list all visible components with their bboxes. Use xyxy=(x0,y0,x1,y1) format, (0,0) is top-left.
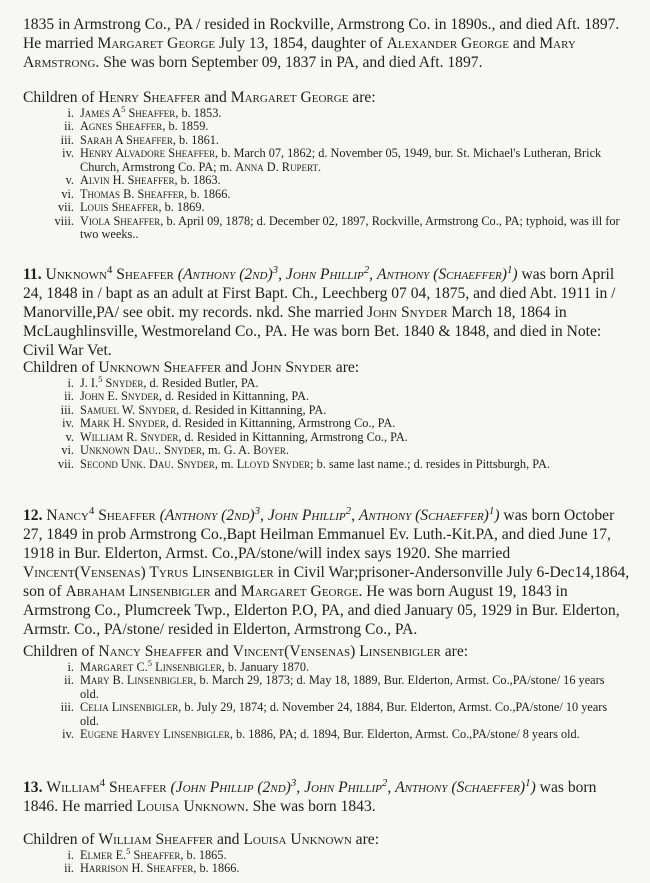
spouse-name: Louisa Unknown xyxy=(136,798,245,815)
list-item: i. J. I.$^5$ Snyder, d. Resided Butler, PA. xyxy=(67,373,259,390)
list-item: vii. Second Unk. Dau. Snyder, m. Lloyd Snyder; b. same last name.; d. resides in Pittsburgh, PA. xyxy=(57,456,550,471)
list-item: iv. Eugene Harvey Linsenbigler, b. 1886, PA; d. 1894, Bur. Elderton, Armst. Co.,PA/stone/ 8 years old. xyxy=(62,727,580,742)
lineage: (Anthony $(2nd)^3$, John Phillip$^2$, Anthony (Schaeffer)$^1$) xyxy=(177,263,518,283)
lineage: (Anthony $(2nd)^3$, John Phillip$^2$, Anthony (Schaeffer)$^1$) xyxy=(159,504,500,524)
children-heading: Children of Unknown Sheaffer and John Snyder are: xyxy=(23,359,360,376)
person-name: Margaret George xyxy=(97,35,216,52)
person-name: Nancy xyxy=(46,507,89,524)
entry-number: 13. xyxy=(23,779,43,796)
entry-13: 13. William$^4$ Sheaffer (John Phillip $(2nd)^3$, John Phillip$^2$, Anthony (Schaeffer)$^1$) was born 1846. He married Louisa Unknown. She was born 1843. xyxy=(23,776,597,815)
children-heading: Children of Henry Sheaffer and Margaret George are: xyxy=(23,89,376,106)
list-item: v. Alvin H. Sheaffer, b. 1863. xyxy=(65,173,221,188)
list-item: ii. Agnes Sheaffer, b. 1859. xyxy=(64,119,209,134)
entry-number: 12. xyxy=(23,507,43,524)
entry-12: 12. Nancy$^4$ Sheaffer (Anthony $(2nd)^3$, John Phillip$^2$, Anthony (Schaeffer)$^1$) was born October 27, 1849 in prob Armstrong Co.,Bapt Heilman Emmanuel Ev. Luth.-Kit.PA, and died June 17, 1918 in Bur. Elderton, Armst. Co.,PA/stone/will index says 1920. She married Vincent(Vensenas) Tyrus Linsenbigler in Civil War;prisoner-Andersonville July 6-Dec14,1864, son of Abraham Linsenbigler and Margaret George. He was born August 19, 1843 in Armstrong Co., Plumcreek Twp., Elderton P.O, PA, and died January 05, 1929 in Bur. Elderton, Armstr. Co., PA/stone/ resided in Elderton, Armstrong Co., PA. xyxy=(23,504,630,638)
children-list xyxy=(0,373,640,471)
list-item: viii. Viola Sheaffer, b. April 09, 1878; d. December 02, 1897, Rockville, Armstrong Co., PA; typhoid, was ill for two weeks.. xyxy=(54,213,620,241)
list-item: ii. John E. Snyder, d. Resided in Kittanning, PA. xyxy=(64,389,310,404)
list-item: ii. Mary B. Linsenbigler, b. March 29, 1873; d. May 18, 1889, Bur. Elderton, Armst. Co.,PA/stone/ 16 years old. xyxy=(64,673,605,701)
person-name: Unknown xyxy=(45,266,107,283)
list-item: i. James $A^5$ Sheaffer, b. 1853. xyxy=(67,103,222,120)
list-item: vii. Louis Sheaffer, b. 1869. xyxy=(57,200,205,215)
list-item: i. Margaret C.$^5$ Linsenbigler, b. January 1870. xyxy=(67,657,310,674)
list-item: vi. Unknown Dau.. Snyder, m. G. A. Boyer. xyxy=(61,443,289,458)
children-list xyxy=(0,103,640,241)
intro-paragraph: 1835 in Armstrong Co., PA / resided in Rockville, Armstrong Co. in 1890s., and died Aft. 1897. He married Margaret George July 13, 1854, daughter of Alexander George and Mary Armstrong. She was born September 09, 1837 in PA, and died Aft. 1897. xyxy=(23,16,620,71)
children-list xyxy=(0,657,640,742)
list-item: v. William R. Snyder, d. Resided in Kittanning, Armstrong Co., PA. xyxy=(65,429,408,444)
list-item: iv. Mark H. Snyder, d. Resided in Kittanning, Armstrong Co., PA. xyxy=(62,416,396,431)
children-heading: Children of Nancy Sheaffer and Vincent(Vensenas) Linsenbigler are: xyxy=(23,643,469,660)
person-name: William xyxy=(46,779,100,796)
spouse-name: John Snyder xyxy=(367,304,448,321)
list-item: iii. Samuel W. Snyder, d. Resided in Kittanning, PA. xyxy=(60,402,327,417)
children-list xyxy=(0,845,640,876)
lineage: (John Phillip $(2nd)^3$, John Phillip$^2$, Anthony (Schaeffer)$^1$) xyxy=(170,776,536,796)
entry-number: 11. xyxy=(23,266,42,283)
person-name: Abraham Linsenbigler xyxy=(65,583,211,600)
list-item: iii. Celia Linsenbigler, b. July 29, 1874; d. November 24, 1884, Bur. Elderton, Armst. Co.,PA/stone/ 10 years old. xyxy=(60,700,608,728)
list-item: iii. Sarah A Sheaffer, b. 1861. xyxy=(60,132,219,147)
person-name: Alexander George xyxy=(386,35,509,52)
spouse-name: Vincent(Vensenas) Tyrus Linsenbigler xyxy=(23,564,274,581)
person-name: Mary Armstrong xyxy=(23,35,576,71)
list-item: vi. Thomas B. Sheaffer, b. 1866. xyxy=(61,186,231,201)
children-heading: Children of William Sheaffer and Louisa Unknown are: xyxy=(23,831,380,848)
list-item: i. Elmer E.$^5$ Sheaffer, b. 1865. xyxy=(67,845,227,862)
entry-11: 11. Unknown$^4$ Sheaffer (Anthony $(2nd)^3$, John Phillip$^2$, Anthony (Schaeffer)$^1$) was born April 24, 1848 in / bapt as an adult at First Bapt. Ch., Leechberg 07 04, 1875, and died Abt. 1911 in / Manorville,PA/ see obit. my records. nkd. She married John Snyder March 18, 1864 in McLaughlinsville, Westmoreland Co., PA. He was born Bet. 1840 & 1848, and died in Note: Civil War Vet. xyxy=(23,263,616,359)
person-name: Margaret George xyxy=(240,583,359,600)
list-item: ii. Harrison H. Sheaffer, b. 1866. xyxy=(64,861,240,876)
list-item: iv. Henry Alvadore Sheaffer, b. March 07, 1862; d. November 05, 1949, bur. St. Michael's Lutheran, Brick Church, Armstrong Co. PA; m. Anna D. Rupert. xyxy=(62,146,602,174)
